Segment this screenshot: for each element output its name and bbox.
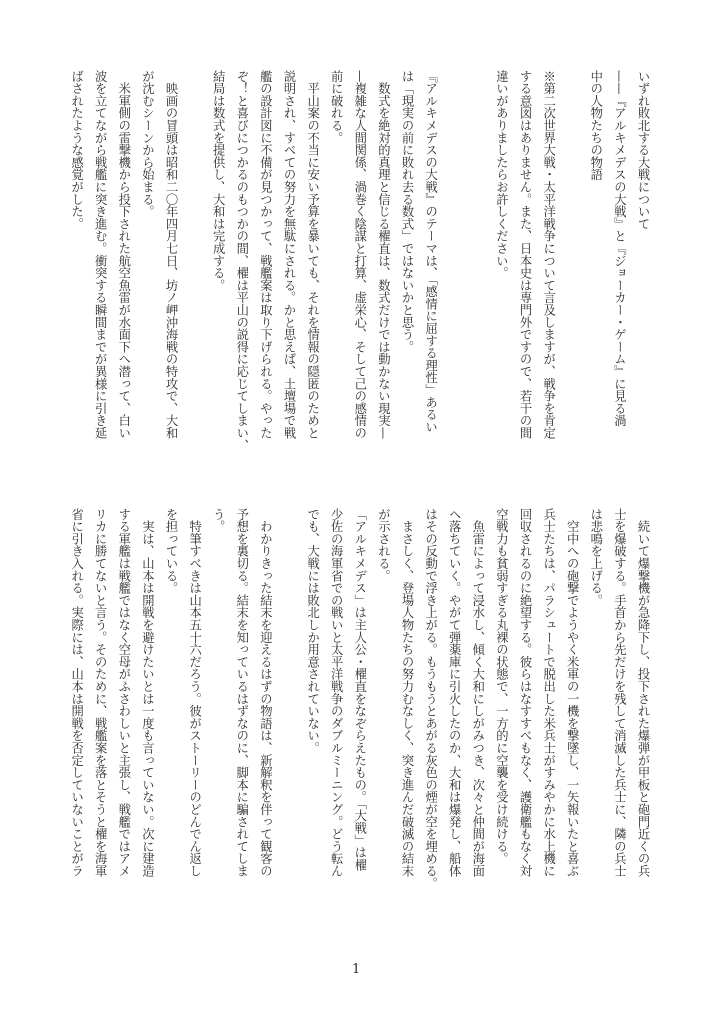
- text-column: を担っている。: [164, 508, 178, 595]
- top-text-block: [0, 70, 722, 450]
- text-column: 米軍側の雷撃機から投下された航空魚雷が水面下へ潜って、白い: [116, 70, 131, 439]
- text-column: リカに勝てないと言う。そのために、戦艦案を落とそうと櫂を海軍: [93, 508, 108, 877]
- text-column: ばされたような感覚がした。: [69, 70, 84, 230]
- text-column: でも、大戦には敗北しか用意されていない。: [305, 508, 320, 754]
- text-column: 数式を絶対的真理と信じる櫂直は、数式だけでは動かない現実—: [376, 70, 391, 439]
- text-column: ——『アルキメデスの大戦』と『ジョーカー・ゲーム』に見る渦: [612, 70, 627, 427]
- text-column: 結局は数式を提供し、大和は完成する。: [211, 70, 226, 292]
- text-column: が示される。: [376, 508, 391, 582]
- page-number: 1: [352, 962, 361, 977]
- text-column: する軍艦は戦艦ではなく空母がふさわしいと主張し、戦艦ではアメ: [116, 508, 131, 877]
- text-column: 士を爆破する。手首から先だけを残して消滅した兵士に、隣の兵士: [612, 508, 627, 877]
- text-column: 違いがありましたらお許しください。: [494, 70, 509, 280]
- text-column: 説明され、すべての努力を無駄にされる。かと思えば、土壇場で戦: [282, 70, 296, 439]
- text-column: う。: [211, 508, 226, 533]
- text-column: 前に破れる。: [329, 70, 344, 144]
- text-column: いずれ敗北する大戦について: [636, 70, 650, 230]
- text-column: ぞ！と喜びにつかるのもつかの間、櫂は平山の説得に応じてしまい、: [234, 70, 249, 452]
- text-column: は悲鳴を上げる。: [588, 508, 603, 607]
- text-column: 艦の設計図に不備が見つかって、戦艦案は取り下げられる。やった: [258, 70, 273, 439]
- text-column: 波を立てながら戦艦に突き進む。衝突する瞬間までが異様に引き延: [93, 70, 108, 439]
- text-column: ※第二次世界大戦・太平洋戦争について言及しますが、戦争を肯定: [541, 70, 556, 439]
- text-column: 特筆すべきは山本五十六だろう。彼がストーリーのどんでん返し: [187, 508, 202, 877]
- text-column: —複雑な人間関係、渦巻く陰謀と打算、虚栄心、そして己の感情の: [352, 70, 367, 439]
- text-column: 「アルキメデス」は主人公・櫂直をなぞらえたもの。「大戦」は櫂: [352, 508, 367, 871]
- text-column: 映画の冒頭は昭和二〇年四月七日、坊ノ岬沖海戦の特攻で、大和: [164, 70, 178, 439]
- text-column: 続いて爆撃機が急降下し、投下された爆弾が甲板と砲門近くの兵: [636, 508, 650, 877]
- text-column: 回収されるのに絶望する。彼らはなすすべもなく、護衛艦もなく対: [518, 508, 532, 877]
- text-column: まさしく、登場人物たちの努力むなしく、突き進んだ破滅の結末: [400, 508, 414, 877]
- text-column: 魚雷によって浸水し、傾く大和にしがみつき、次々と仲間が海面: [470, 508, 485, 877]
- text-column: 予想を裏切る。結末を知っているはずなのに、脚本に騙されてしま: [234, 508, 249, 877]
- text-column: が沈むシーンから始まる。: [140, 70, 155, 218]
- text-column: へ落ちていく。やがて弾薬庫に引火したのか、大和は爆発し、船体: [447, 508, 462, 877]
- text-column: は「現実の前に敗れ去る数式」ではないかと思う。: [400, 70, 414, 353]
- bottom-text-block: [0, 508, 722, 888]
- text-column: 実は、山本は開戦を避けたいとは一度も言っていない。次に建造: [140, 508, 155, 877]
- text-column: 空中への砲撃でようやく米軍の一機を撃墜し、一矢報いたと喜ぶ: [565, 508, 580, 877]
- text-column: 『アルキメデスの大戦』のテーマは、「感情に屈する理性」あるい: [423, 70, 438, 433]
- text-column: 空戦力も貧弱すぎる丸裸の状態で、一方的に空襲を受け続ける。: [494, 508, 509, 865]
- text-column: はその反動で浮き上がる。もうもうとあがる灰色の煙が空を埋める。: [423, 508, 438, 890]
- text-column: わかりきった結末を迎えるはずの物語は、新解釈を伴って観客の: [258, 508, 273, 877]
- text-column: する意図はありません。また、日本史は専門外ですので、若干の間: [518, 70, 532, 439]
- text-column: 少佐の海軍省での戦いと太平洋戦争のダブルミーニング。どう転ん: [329, 508, 344, 877]
- text-column: 兵士たちは、パラシュートで脱出した米兵士がすみやかに水上機に: [541, 508, 556, 877]
- text-column: 平山案の不当に安い予算を暴いても、それを情報の隠匿のためと: [305, 70, 320, 439]
- text-column: 中の人物たちの物語: [588, 70, 603, 181]
- text-column: 省に引き入れる。実際には、山本は開戦を否定していないことがラ: [69, 508, 84, 877]
